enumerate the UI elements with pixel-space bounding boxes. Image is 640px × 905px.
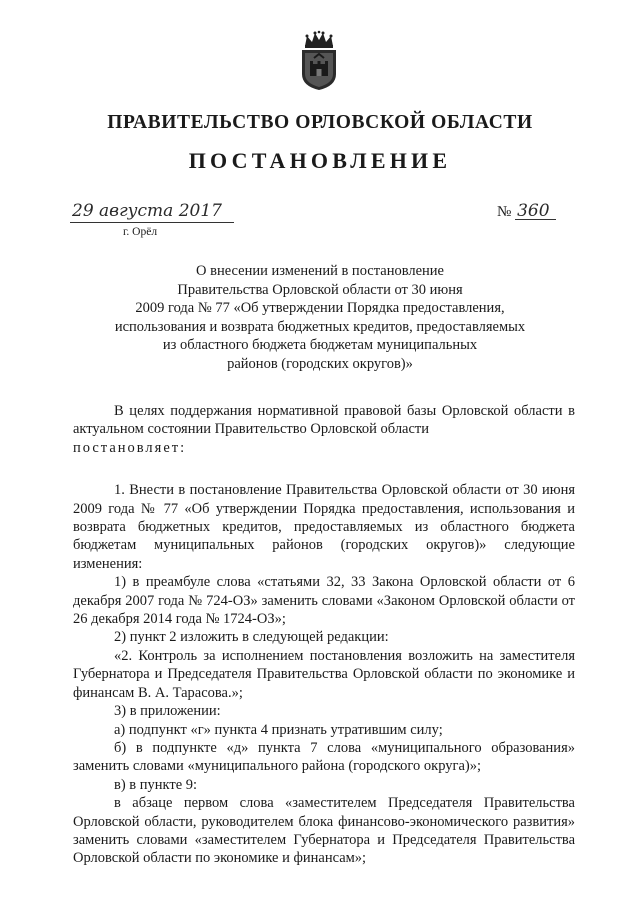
organization-title: ПРАВИТЕЛЬСТВО ОРЛОВСКОЙ ОБЛАСТИ [107,112,533,133]
paragraph: б) в подпункте «д» пункта 7 слова «муниципального образования» заменить словами «муниципального района (городского округа)»; [73,739,575,775]
paragraph: в) в пункте 9: [114,776,198,793]
document-date [72,201,222,221]
document-number [497,203,556,221]
document-type-title: ПОСТАНОВЛЕНИЕ [188,148,452,173]
subject-line: 2009 года № 77 «Об утверждении Порядка предоставления, [135,300,505,317]
date-value: 29 августа 2017 [72,201,222,221]
preamble [73,402,575,457]
subject-line: использования и возврата бюджетных кредитов, предоставляемых [114,318,526,335]
preamble-text: В целях поддержания нормативной правовой базы Орловской области в актуальном состоянии Правительство Орловской области [73,403,575,438]
document-subject [90,262,550,374]
subject-line: районов (городских округов)» [227,355,413,372]
subject-line: Правительства Орловской области от 30 июня [177,281,463,298]
paragraph: «2. Контроль за исполнением постановления возложить на заместителя Губернатора и Председателя Правительства Орловской области по экономике и финансам В. А. Тарасова.»; [73,647,575,701]
paragraph: 2) пункт 2 изложить в следующей редакции: [114,629,389,646]
number-value: 360 [515,203,555,220]
paragraph: в абзаце первом слова «заместителем Председателя Правительства Орловской области, руководителем блока финансово-экономического развития» заменить словами «заместителем Губернатора и Председателя Правительства Орловской области по экономике и финансам»; [73,795,575,867]
paragraph: 3) в приложении: [114,703,221,720]
paragraph: 1. Внести в постановление Правительства Орловской области от 30 июня 2009 года № 77 «Об утверждении Порядка предоставления, использования и возврата бюджетных кредитов, предоставляемых из областного бюджета бюджетам муниципальных районов (городских округов)» следующие изменения: [73,482,575,572]
coat-of-arms-icon [297,30,341,92]
document-city: г. Орёл [123,226,158,238]
paragraph: 1) в преамбуле слова «статьями 32, 33 Закона Орловской области от 6 декабря 2007 года № 724-ОЗ» заменить словами «Законом Орловской области от 26 декабря 2014 года № 1724-ОЗ»; [73,574,575,628]
subject-line: из областного бюджета бюджетам муниципальных [162,337,478,354]
subject-line: О внесении изменений в постановление [196,263,444,279]
document-body [73,402,575,868]
paragraph: а) подпункт «г» пункта 4 признать утратившим силу; [114,721,443,738]
number-prefix: № [497,204,512,220]
preamble-verb: постановляет: [73,439,187,456]
